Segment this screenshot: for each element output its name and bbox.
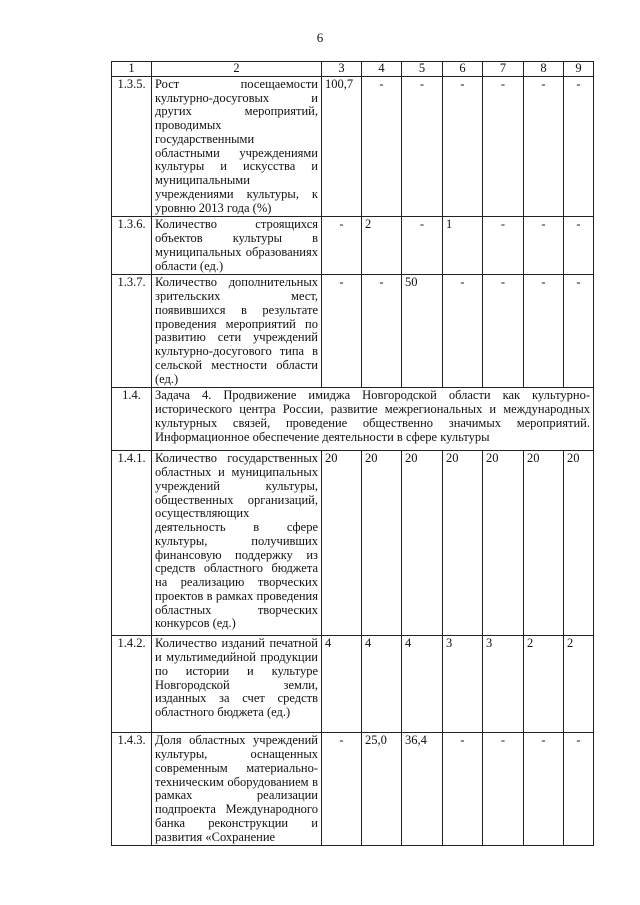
value-cell: - (564, 217, 594, 275)
indicator-name-cell: Количество государственных областных и муниципальных учреждений культуры, общественных организаций, осуществляющих деятельность в сфере культуры, получивших финансовую поддержку из средств областного бюджета на реализацию творческих проектов в рамках проведения областных творческих конкурсов (ед.) (152, 451, 322, 636)
header-cell: 7 (483, 62, 524, 77)
indicator-name-cell: Рост посещаемости культурно-досуговых и других мероприятий, проводимых государственными областными учреждениями культуры и искусства и муниципальными учреждениями культуры, к уровню 2013 года (%) (152, 76, 322, 217)
table-row (112, 636, 594, 733)
value-cell: 100,7 (322, 76, 362, 217)
value-cell: 25,0 (362, 733, 402, 846)
value-cell: 1 (443, 217, 483, 275)
value-cell: - (483, 76, 524, 217)
row-number-cell: 1.4.1. (112, 451, 152, 636)
table-header-row (112, 62, 594, 77)
value-cell: 20 (362, 451, 402, 636)
value-cell: - (402, 76, 443, 217)
value-cell: - (362, 76, 402, 217)
header-cell: 9 (564, 62, 594, 77)
task-description-cell: Задача 4. Продвижение имиджа Новгородской области как культурно-исторического центра России, развитие межрегиональных и международных культурных связей, проведение общественно значимых мероприятий. Информационное обеспечение деятельности в сфере культуры (152, 388, 594, 451)
indicator-name-cell: Количество изданий печатной и мультимедийной продукции по истории и культуре Новгородской земли, изданных за счет средств областного бюджета (ед.) (152, 636, 322, 733)
value-cell: - (524, 76, 564, 217)
value-cell: - (564, 76, 594, 217)
value-cell: 2 (362, 217, 402, 275)
table-row (112, 275, 594, 388)
value-cell: - (483, 275, 524, 388)
value-cell: 20 (564, 451, 594, 636)
value-cell: 36,4 (402, 733, 443, 846)
row-number-cell: 1.3.7. (112, 275, 152, 388)
table-row (112, 217, 594, 275)
value-cell: - (443, 76, 483, 217)
table-row (112, 451, 594, 636)
value-cell: - (564, 733, 594, 846)
value-cell: - (524, 733, 564, 846)
value-cell: - (483, 733, 524, 846)
value-cell: - (322, 275, 362, 388)
value-cell: - (524, 275, 564, 388)
header-cell: 8 (524, 62, 564, 77)
header-cell: 4 (362, 62, 402, 77)
row-number-cell: 1.4.3. (112, 733, 152, 846)
task-row (112, 388, 594, 451)
row-number-cell: 1.4.2. (112, 636, 152, 733)
header-cell: 3 (322, 62, 362, 77)
indicator-name-cell: Количество строящихся объектов культуры в муниципальных образованиях области (ед.) (152, 217, 322, 275)
header-cell: 2 (152, 62, 322, 77)
row-number-cell: 1.3.5. (112, 76, 152, 217)
indicator-name-cell: Доля областных учреждений культуры, оснащенных современным материально-техническим оборудованием в рамках реализации подпроекта Международного банка реконструкции и развития «Сохранение (152, 733, 322, 846)
header-cell: 6 (443, 62, 483, 77)
indicator-name-cell: Количество дополнительных зрительских мест, появившихся в результате проведения мероприятий по развитию сети учреждений культурно-досугового типа в сельской местности области (ед.) (152, 275, 322, 388)
value-cell: - (483, 217, 524, 275)
indicators-table (111, 61, 594, 846)
value-cell: - (362, 275, 402, 388)
header-cell: 1 (112, 62, 152, 77)
value-cell: - (322, 733, 362, 846)
value-cell: 20 (524, 451, 564, 636)
value-cell: 20 (483, 451, 524, 636)
row-number-cell: 1.4. (112, 388, 152, 451)
value-cell: 20 (322, 451, 362, 636)
value-cell: - (564, 275, 594, 388)
value-cell: 20 (443, 451, 483, 636)
value-cell: - (322, 217, 362, 275)
page-number: 6 (316, 30, 324, 45)
value-cell: 3 (483, 636, 524, 733)
value-cell: 4 (362, 636, 402, 733)
value-cell: 50 (402, 275, 443, 388)
table-body (112, 62, 594, 846)
value-cell: 20 (402, 451, 443, 636)
table-row (112, 733, 594, 846)
value-cell: - (443, 275, 483, 388)
table-row (112, 76, 594, 217)
value-cell: 3 (443, 636, 483, 733)
value-cell: 4 (322, 636, 362, 733)
value-cell: 2 (524, 636, 564, 733)
value-cell: 4 (402, 636, 443, 733)
value-cell: - (443, 733, 483, 846)
header-cell: 5 (402, 62, 443, 77)
value-cell: 2 (564, 636, 594, 733)
row-number-cell: 1.3.6. (112, 217, 152, 275)
value-cell: - (524, 217, 564, 275)
value-cell: - (402, 217, 443, 275)
